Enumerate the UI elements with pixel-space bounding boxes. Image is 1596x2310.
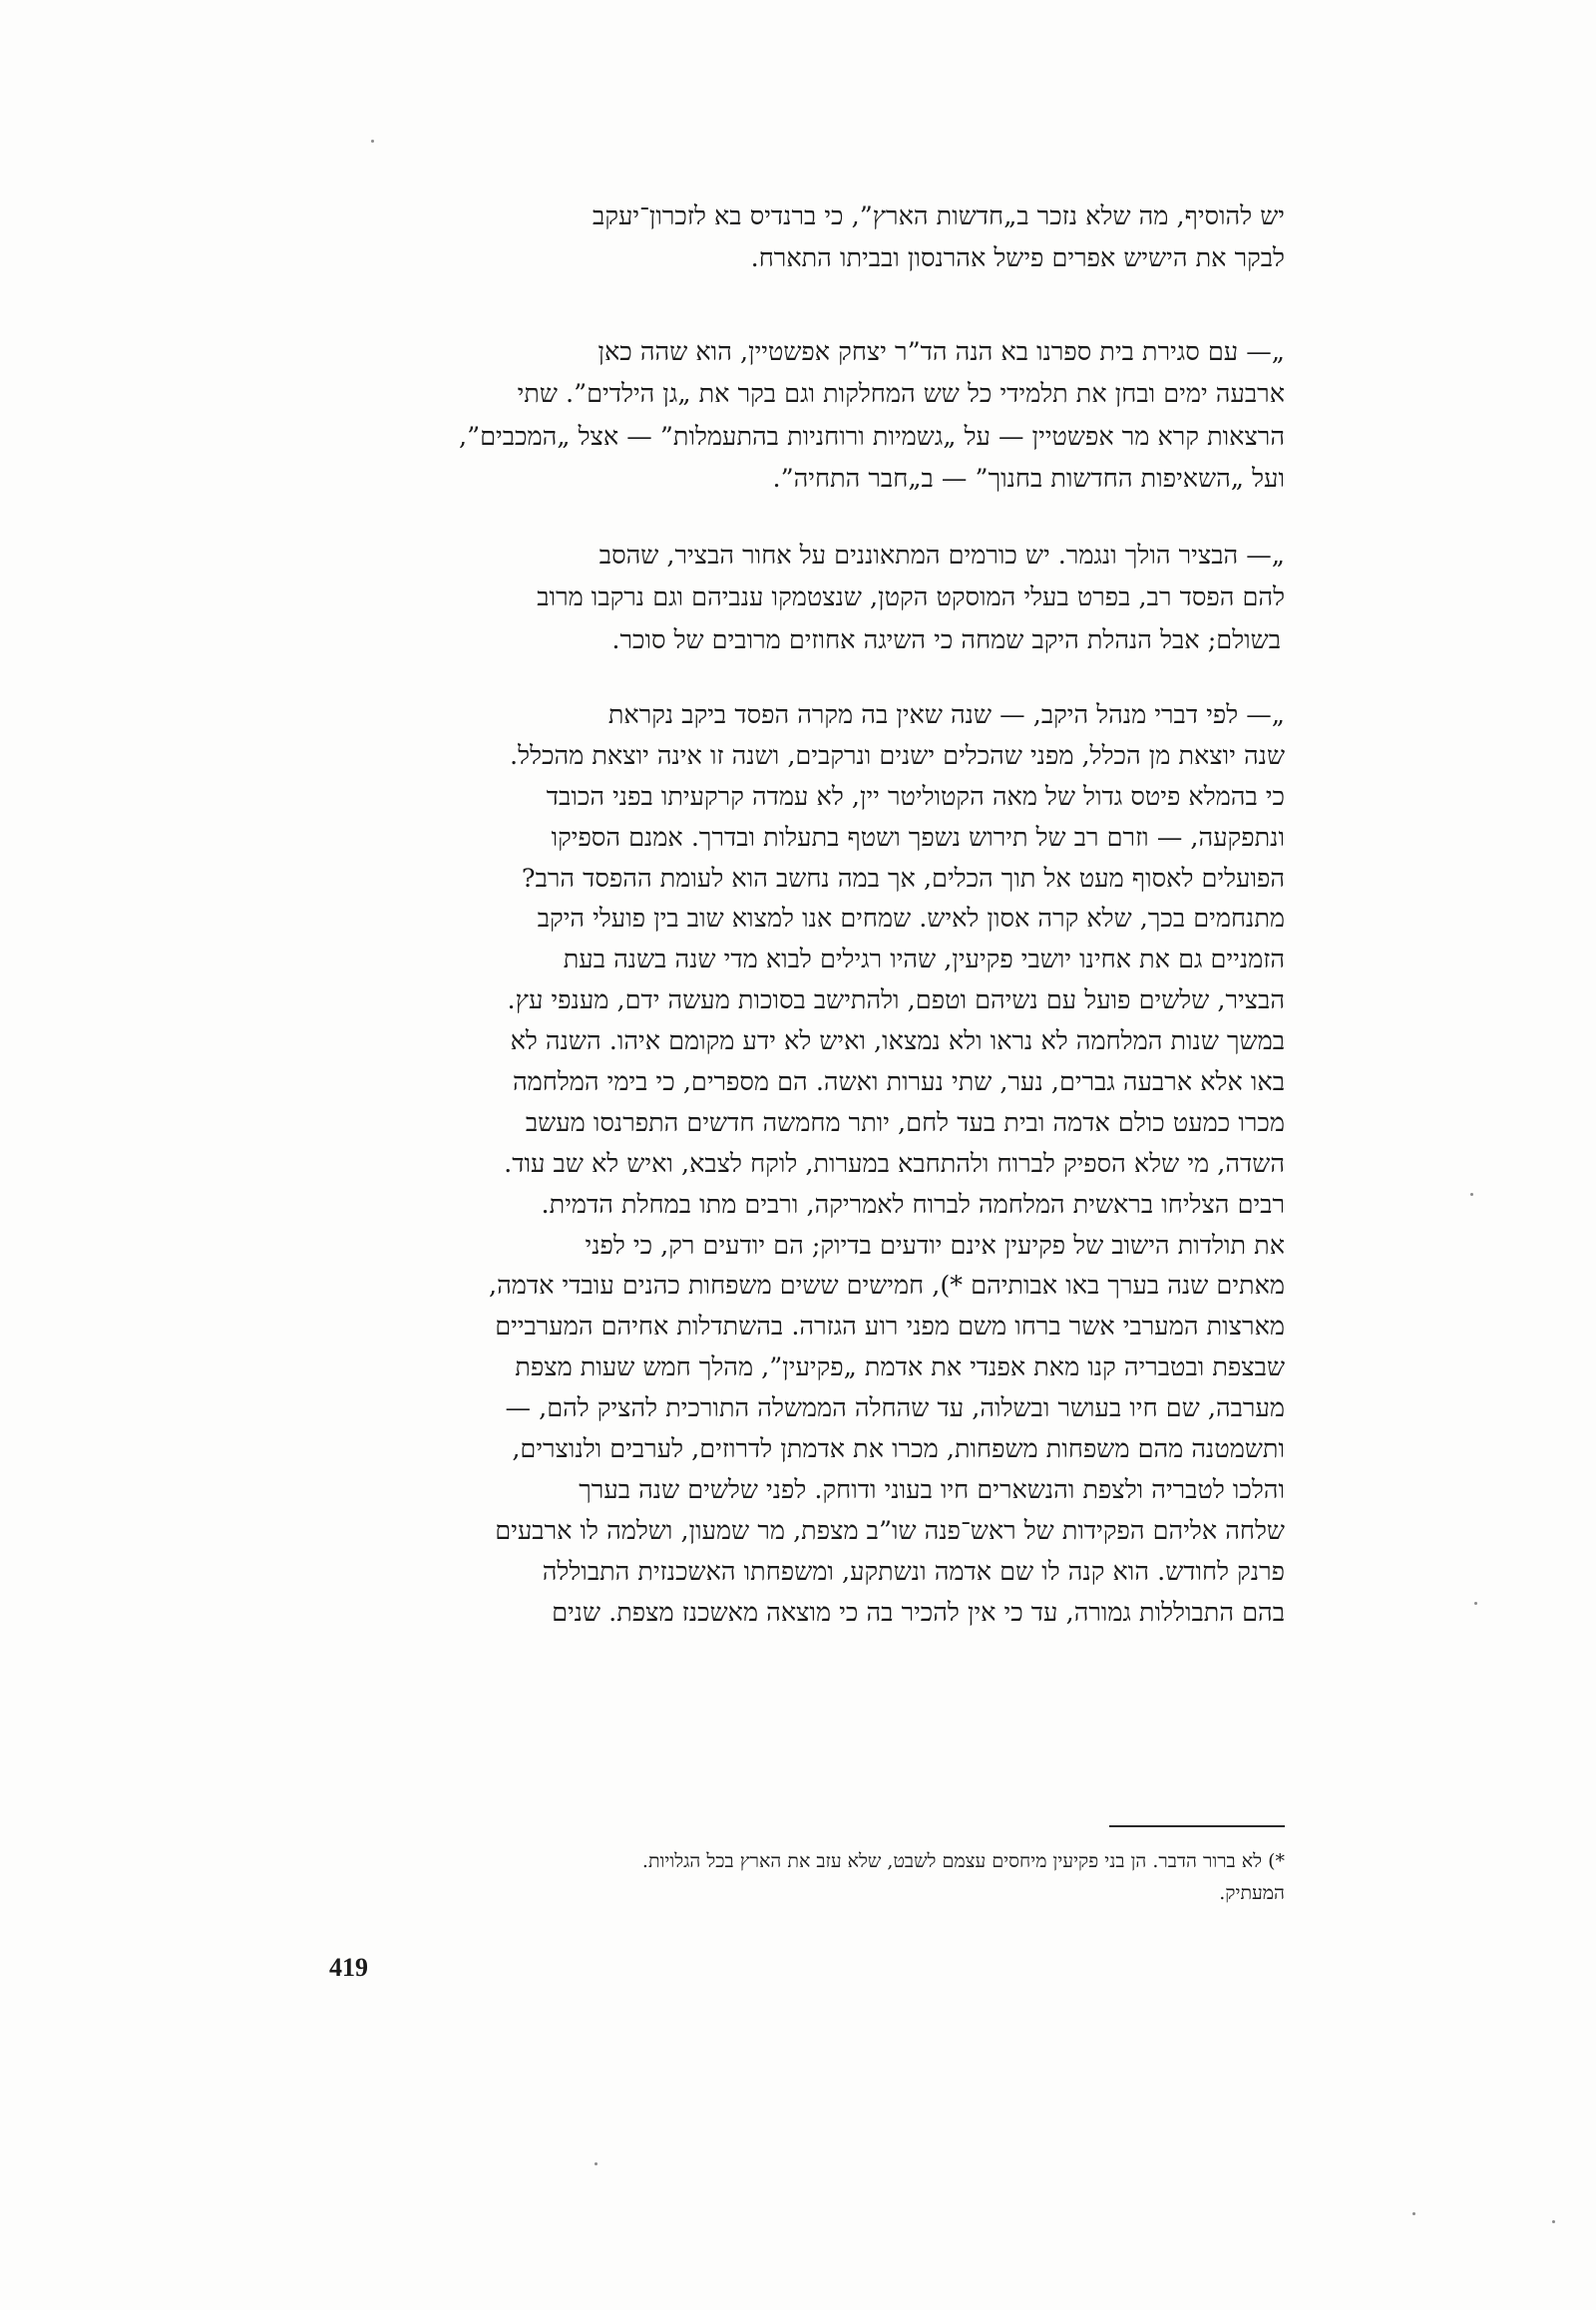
text-line: מכרו כמעט כולם אדמה ובית בעד לחם, יותר מחמשה חדשים התפרנסו מעשב [525, 1107, 1285, 1138]
text-line: „— עם סגירת בית ספרנו בא הנה הד”ר יצחק אפשטיין, הוא שהה כאן [598, 337, 1285, 367]
text-line: בשולם; אבל הנהלת היקב שמחה כי השיגה אחוזים מרובים של סוכר. [611, 624, 1281, 655]
footnote [327, 1845, 1285, 1909]
text-line: שנה יוצאת מן הכלל, מפני שהכלים ישנים ונרקבים, ושנה זו אינה יוצאת מהכלל. [510, 740, 1285, 771]
text-line: לבקר את הישיש אפרים פישל אהרנסון ובביתו התארח. [750, 243, 1285, 274]
scan-speck [1412, 2212, 1415, 2215]
text-line: „— הבציר הולך ונגמר. יש כורמים המתאוננים על אחור הבציר, שהסב [598, 541, 1285, 571]
text-line: הבציר, שלשים פועל עם נשיהם וטפם, ולהתישב בסוכות מעשה ידם, מענפי עץ. [507, 985, 1285, 1016]
text-line: ונתפקעה, — וזרם רב של תירוש נשפך ושטף בתעלות ובדרך. אמנם הספיקו [551, 822, 1285, 853]
text-line: „— לפי דברי מנהל היקב, — שנה שאין בה מקרה הפסד ביקב נקראת [607, 700, 1285, 730]
paragraph-winery [327, 695, 1285, 1633]
scan-speck [371, 140, 374, 143]
text-line: רבים הצליחו בראשית המלחמה לברוח לאמריקה, ורבים מתו במחלת הדמית. [541, 1189, 1285, 1220]
text-line: באו אלא ארבעה גברים, נער, שתי נערות ואשה. הם מספרים, כי בימי המלחמה [512, 1067, 1285, 1098]
text-line: מערבה, שם חיו בעושר ובשלוה, עד שהחלה הממשלה התורכית להציק להם, — [505, 1393, 1285, 1424]
text-line: ארבעה ימים ובחן את תלמידי כל שש המחלקות וגם בקר את „גן הילדים”. שתי [517, 379, 1285, 410]
text-line: הפועלים לאסוף מעט אל תוך הכלים, אך במה נחשב הוא לעומת ההפסד הרב? [521, 863, 1285, 894]
text-line: השדה, מי שלא הספיק לברוח ולהתחבא במערות, לוקח לצבא, ואיש לא שב עוד. [504, 1148, 1285, 1179]
paragraph-harvest [327, 535, 1285, 661]
text-line: כי בהמלא פיטס גדול של מאה הקטוליטר יין, לא עמדה קרקעיתו בפני הכובד [546, 781, 1285, 812]
text-line: בהם התבוללות גמורה, עד כי אין להכיר בה כי מוצאה מאשכנז מצפת. שנים [552, 1597, 1285, 1628]
paragraph-epstein [327, 331, 1285, 500]
text-line: והלכו לטבריה ולצפת והנשארים חיו בעוני ודוחק. לפני שלשים שנה בערך [579, 1474, 1285, 1505]
footnote-line: *) לא ברור הדבר. הן בני פקיעין מיחסים עצמם לשבט, שלא עזב את הארץ בכל הגלויות. [641, 1850, 1285, 1872]
text-line: ותשמטנה מהם משפחות משפחות, מכרו את אדמתן לדרוזים, לערבים ולנוצרים, [512, 1434, 1285, 1465]
text-line: במשך שנות המלחמה לא נראו ולא נמצאו, ואיש לא ידע מקומם איהו. השנה לא [510, 1026, 1285, 1057]
scan-speck [1470, 1193, 1473, 1196]
text-line: הזמניים גם את אחינו יושבי פקיעין, שהיו רגילים לבוא מדי שנה בשנה בעת [563, 945, 1285, 975]
text-line: מאתים שנה בערך באו אבותיהם *), חמישים ששים משפחות כהנים עובדי אדמה, [489, 1271, 1285, 1302]
footnote-signature: המעתיק. [1219, 1882, 1285, 1904]
text-line: שלחה אליהם הפקידות של ראש־פנה שו”ב מצפת, מר שמעון, ושלמה לו ארבעים [495, 1515, 1285, 1546]
text-line: פרנק לחודש. הוא קנה לו שם אדמה ונשתקע, ומשפחתו האשכנזית התבוללה [542, 1556, 1285, 1587]
text-line: מארצות המערבי אשר ברחו משם מפני רוע הגזרה. בהשתדלות אחיהם המערביים [495, 1312, 1285, 1343]
intro-paragraph [327, 195, 1285, 280]
text-line: שבצפת ובטבריה קנו מאת אפנדי את אדמת „פקיעין”, מהלך חמש שעות מצפת [515, 1352, 1285, 1383]
scan-speck [595, 2162, 598, 2165]
page-number: 419 [329, 1953, 368, 1982]
text-line: מתנחמים בכך, שלא קרה אסון לאיש. שמחים אנו למצוא שוב בין פועלי היקב [537, 904, 1285, 935]
text-line: הרצאות קרא מר אפשטיין — על „גשמיות ורוחניות בהתעמלות” — אצל „המכבים”, [458, 421, 1285, 452]
text-line: יש להוסיף, מה שלא נזכר ב„חדשות הארץ”, כי ברנדיס בא לזכרון־יעקב [593, 201, 1285, 231]
text-line: להם הפסד רב, בפרט בעלי המוסקט הקטן, שנצטמקו ענביהם וגם נרקבו מרוב [537, 582, 1285, 613]
scan-speck [1552, 2220, 1555, 2223]
scan-speck [1474, 1602, 1477, 1605]
text-line: את תולדות הישוב של פקיעין אינם יודעים בדיוק; הם יודעים רק, כי לפני [585, 1230, 1285, 1261]
text-line: ועל „השאיפות החדשות בחנוך” — ב„חבר התחיה”. [772, 463, 1285, 494]
footnote-divider [1109, 1825, 1285, 1827]
